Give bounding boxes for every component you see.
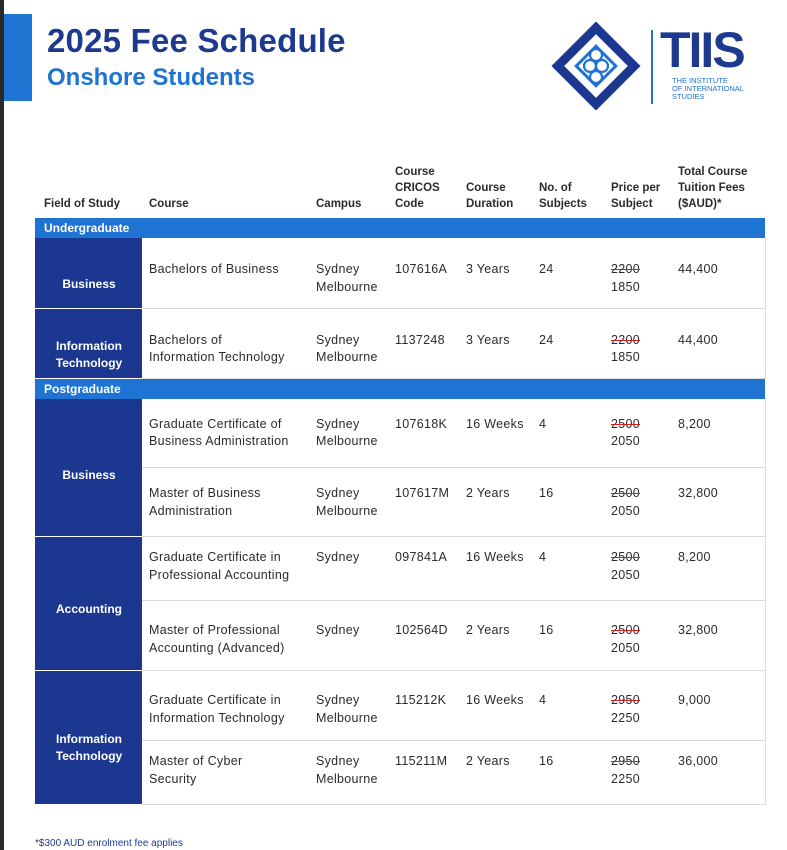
logo-tagline: THE INSTITUTE OF INTERNATIONAL STUDIES	[672, 76, 744, 101]
course-cell: Bachelors of Business	[142, 238, 309, 308]
old-price: 2200	[611, 262, 641, 276]
duration-cell: 2 Years	[459, 468, 532, 537]
campus-cell: Sydney	[309, 601, 388, 671]
duration-cell: 2 Years	[459, 741, 532, 805]
subjects-cell: 16	[532, 741, 604, 805]
field-information-technology: Information Technology	[35, 671, 142, 805]
cricos-cell: 115212K	[388, 671, 459, 741]
header-price: Price per Subject	[611, 182, 661, 210]
total-cell: 32,800	[671, 468, 765, 537]
duration-cell: 16 Weeks	[459, 399, 532, 468]
old-price: 2200	[611, 332, 641, 347]
table-row	[35, 468, 765, 537]
campus-cell: Sydney Melbourne	[309, 238, 388, 308]
cricos-cell: 102564D	[388, 601, 459, 671]
course-cell: Master of Business Administration	[142, 468, 309, 537]
cricos-cell: 107617M	[388, 468, 459, 537]
fee-table	[35, 160, 766, 805]
field-business: Business	[35, 238, 142, 308]
field-business: Business	[35, 399, 142, 537]
campus-cell: Sydney	[309, 537, 388, 601]
new-price: 2250	[611, 710, 641, 725]
course-cell: Graduate Certificate in Professional Accounting	[142, 537, 309, 601]
tiis-logo-icon	[550, 22, 642, 110]
logo-divider	[651, 30, 653, 104]
header-total: Total Course Tuition Fees ($AUD)*	[678, 166, 748, 210]
subjects-cell: 16	[532, 601, 604, 671]
price-cell	[604, 537, 671, 601]
table-row	[35, 741, 765, 805]
old-price: 2500	[611, 486, 641, 500]
campus-cell: Sydney Melbourne	[309, 399, 388, 468]
cricos-cell: 115211M	[388, 741, 459, 805]
course-cell: Master of Cyber Security	[142, 741, 309, 805]
header-cricos: Course CRICOS Code	[395, 166, 440, 210]
new-price: 2050	[611, 640, 641, 655]
total-cell: 9,000	[671, 671, 765, 741]
subjects-cell: 24	[532, 238, 604, 308]
table-row	[35, 537, 765, 601]
campus-cell: Sydney Melbourne	[309, 741, 388, 805]
section-postgraduate: Postgraduate	[35, 378, 765, 399]
footnote: *$300 AUD enrolment fee applies	[35, 838, 183, 849]
price-cell	[604, 399, 671, 468]
header-field: Field of Study	[44, 198, 121, 210]
total-cell: 36,000	[671, 741, 765, 805]
price-cell	[604, 601, 671, 671]
cricos-cell: 1137248	[388, 308, 459, 378]
table-row	[35, 238, 765, 308]
course-cell: Graduate Certificate in Information Technology	[142, 671, 309, 741]
new-price: 1850	[611, 350, 641, 364]
subjects-cell: 4	[532, 399, 604, 468]
old-price: 2950	[611, 754, 641, 768]
campus-cell: Sydney Melbourne	[309, 671, 388, 741]
logo-wordmark: TIIS	[660, 22, 744, 78]
total-cell: 44,400	[671, 238, 765, 308]
field-accounting: Accounting	[35, 537, 142, 671]
campus-cell: Sydney Melbourne	[309, 468, 388, 537]
campus-cell: Sydney Melbourne	[309, 308, 388, 378]
new-price: 2250	[611, 771, 641, 786]
header-course: Course	[149, 198, 189, 210]
new-price: 1850	[611, 279, 641, 294]
subjects-cell: 4	[532, 537, 604, 601]
field-information-technology: Information Technology	[35, 308, 142, 378]
cricos-cell: 107618K	[388, 399, 459, 468]
duration-cell: 2 Years	[459, 601, 532, 671]
table-row	[35, 308, 765, 378]
page-subtitle: Onshore Students	[47, 64, 256, 91]
course-cell: Bachelors of Information Technology	[142, 308, 309, 378]
subjects-cell: 4	[532, 671, 604, 741]
total-cell: 32,800	[671, 601, 765, 671]
table-row	[35, 601, 765, 671]
header-duration: Course Duration	[466, 182, 514, 210]
new-price: 2050	[611, 503, 641, 518]
subjects-cell: 16	[532, 468, 604, 537]
cricos-cell: 107616A	[388, 238, 459, 308]
header-accent-bar	[4, 14, 32, 101]
duration-cell: 16 Weeks	[459, 537, 532, 601]
total-cell: 44,400	[671, 308, 765, 378]
cricos-cell: 097841A	[388, 537, 459, 601]
price-cell	[604, 671, 671, 741]
price-cell	[604, 741, 671, 805]
old-price: 2500	[611, 623, 641, 637]
old-price: 2950	[611, 693, 641, 707]
old-price: 2500	[611, 550, 641, 564]
duration-cell: 3 Years	[459, 238, 532, 308]
course-cell: Master of Professional Accounting (Advanced)	[142, 601, 309, 671]
total-cell: 8,200	[671, 399, 765, 468]
new-price: 2050	[611, 567, 641, 582]
price-cell	[604, 238, 671, 308]
duration-cell: 16 Weeks	[459, 671, 532, 741]
header-subjects: No. of Subjects	[539, 182, 587, 210]
table-row	[35, 399, 765, 468]
duration-cell: 3 Years	[459, 308, 532, 378]
old-price: 2500	[611, 416, 641, 431]
course-cell: Graduate Certificate of Business Administration	[142, 399, 309, 468]
price-cell	[604, 468, 671, 537]
new-price: 2050	[611, 434, 641, 448]
subjects-cell: 24	[532, 308, 604, 378]
page-edge	[0, 0, 4, 850]
header-campus: Campus	[316, 198, 362, 210]
table-row	[35, 671, 765, 741]
page-title: 2025 Fee Schedule	[47, 22, 346, 59]
total-cell: 8,200	[671, 537, 765, 601]
price-cell	[604, 308, 671, 378]
section-undergraduate: Undergraduate	[35, 218, 765, 238]
